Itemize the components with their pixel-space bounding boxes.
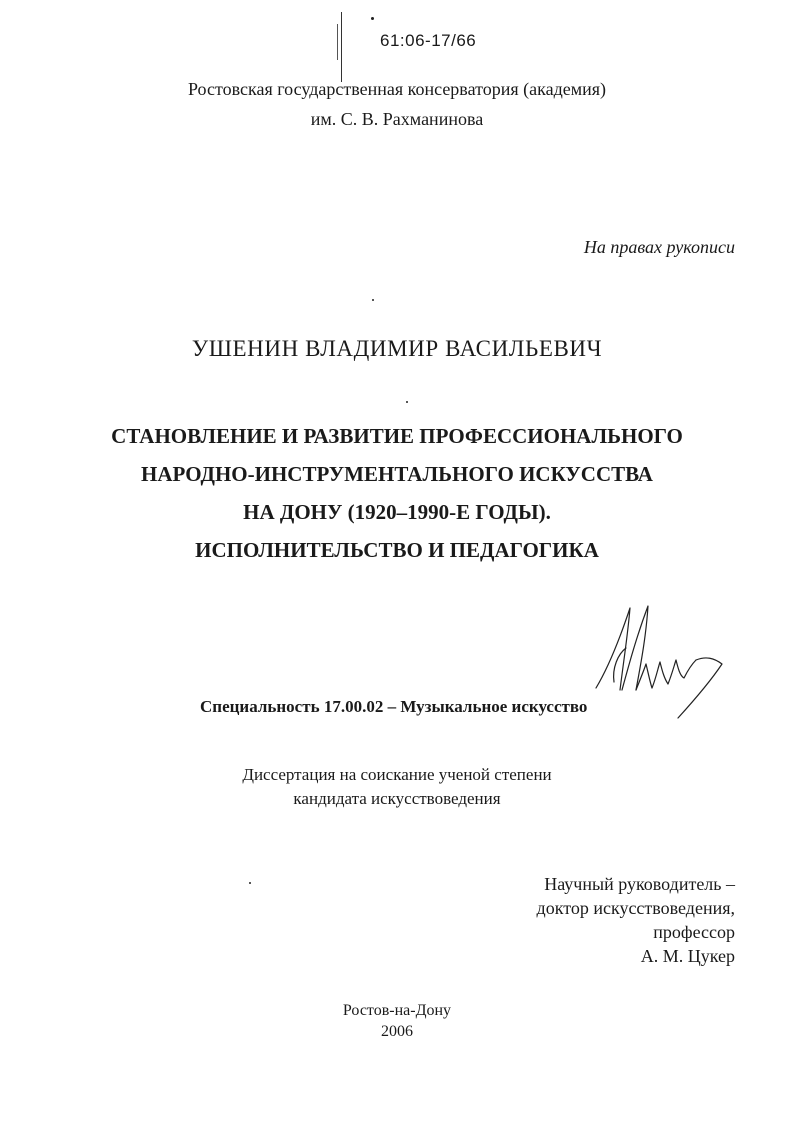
supervisor-name: А. М. Цукер: [640, 946, 735, 966]
supervisor-block: [537, 872, 735, 968]
degree-line: Диссертация на соискание ученой степени: [242, 765, 552, 784]
degree-line: кандидата искусствоведения: [293, 789, 501, 808]
scan-vertical-line: [341, 12, 342, 82]
title-line: НАРОДНО-ИНСТРУМЕНТАЛЬНОГО ИСКУССТВА: [141, 462, 653, 486]
signature-stroke: [614, 648, 626, 682]
signature-stroke: [636, 660, 696, 690]
scan-speck: [406, 401, 408, 403]
supervisor-title: профессор: [653, 922, 735, 942]
author-name: УШЕНИН ВЛАДИМИР ВАСИЛЬЕВИЧ: [191, 336, 603, 361]
supervisor-degree: доктор искусствоведения,: [536, 898, 735, 918]
signature-stroke: [678, 658, 722, 718]
degree-block: [0, 763, 794, 811]
signature-image: [588, 598, 758, 728]
year: 2006: [381, 1023, 413, 1040]
rights-note: На правах рукописи: [583, 237, 735, 257]
institution-block: [0, 74, 794, 134]
title-line: СТАНОВЛЕНИЕ И РАЗВИТИЕ ПРОФЕССИОНАЛЬНОГО: [111, 424, 683, 448]
institution-name: Ростовская государственная консерватория (академия): [187, 79, 607, 99]
scan-vertical-line: [337, 24, 338, 60]
title-line: НА ДОНУ (1920–1990-Е ГОДЫ).: [243, 500, 551, 524]
title-line: ИСПОЛНИТЕЛЬСТВО И ПЕДАГОГИКА: [195, 538, 599, 562]
scan-speck: [372, 299, 374, 301]
imprint-block: [0, 1000, 794, 1042]
specialty: Специальность 17.00.02 – Музыкальное искусство: [200, 697, 588, 716]
supervisor-role: Научный руководитель –: [544, 874, 735, 894]
catalog-number: 61:06-17/66: [380, 31, 477, 50]
scan-speck: [249, 882, 251, 884]
institution-honorific: им. С. В. Рахманинова: [310, 109, 484, 129]
place: Ростов-на-Дону: [342, 1002, 452, 1019]
scan-speck: [371, 17, 374, 20]
dissertation-title: [0, 417, 794, 569]
